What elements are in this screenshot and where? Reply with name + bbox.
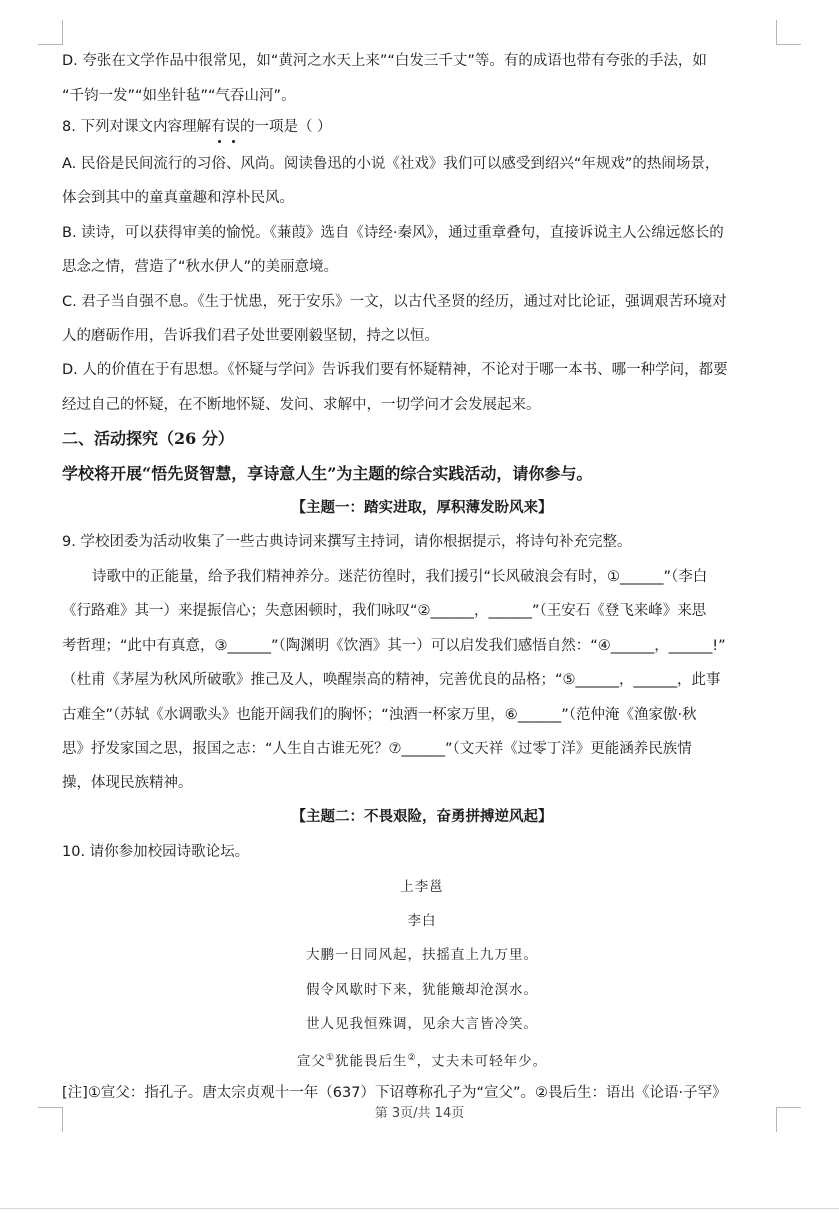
emphasis-dot bbox=[218, 140, 221, 143]
q9-paragraph-line4: （杜甫《茅屋为秋风所破歌》推己及人，唤醒崇高的精神，完善优良的品格；“⑤______，______，此事 bbox=[62, 672, 721, 688]
poem-line-4-part3: ，丈夫未可轻年少。 bbox=[416, 1053, 548, 1070]
question-9: 9. 学校团委为活动收集了一些古典诗词来撰写主持词，请你根据提示，将诗句补充完整。 bbox=[62, 534, 632, 550]
page-footer: 第 3页/共 14页 bbox=[374, 1106, 465, 1121]
option-b-line1: B. 读诗，可以获得审美的愉悦。《蒹葭》选自《诗经·秦风》，通过重章叠句，直接诉说主人公绵远悠长的 bbox=[62, 225, 724, 241]
theme-two-title: 【主题二：不畏艰险，奋勇拼搏逆风起】 bbox=[291, 808, 553, 825]
option-c-line2: 人的磨砺作用，告诉我们君子处世要刚毅坚韧，持之以恒。 bbox=[62, 328, 439, 344]
footnote-ref-2: ② bbox=[407, 1053, 417, 1063]
option-a-line2: 体会到其中的童真童趣和淳朴民风。 bbox=[62, 190, 294, 206]
emphasis-dot bbox=[232, 140, 235, 143]
option-c-line1: C. 君子当自强不息。《生于忧患，死于安乐》一文，以古代圣贤的经历，通过对比论证，强调艰苦环境对 bbox=[62, 294, 727, 310]
annotation-note: [注]①宣父：指孔子。唐太宗贞观十一年（637）下诏尊称孔子为“宣父”。②畏后生：语出《论语·子罕》 bbox=[62, 1085, 727, 1101]
option-b-line2: 思念之情，营造了“秋水伊人”的美丽意境。 bbox=[62, 259, 339, 275]
poem-title: 上李邕 bbox=[400, 879, 444, 895]
activity-intro: 学校将开展“悟先贤智慧，享诗意人生”为主题的综合实践活动，请你参与。 bbox=[62, 464, 593, 483]
poem-line-4 bbox=[62, 1048, 782, 1072]
poem-line-4-part2: 犹能畏后生 bbox=[335, 1053, 408, 1070]
question-8: 8. 下列对课文内容理解有误的一项是（ ） bbox=[62, 119, 332, 135]
theme-one-title: 【主题一：踏实进取，厚积薄发盼风来】 bbox=[291, 499, 553, 516]
q9-paragraph-line3: 考哲理；“此中有真意，③______”（陶渊明《饮酒》其一）可以启发我们感悟自然：“④______，______!” bbox=[62, 638, 726, 654]
option-d-q7-line1: D. 夸张在文学作品中很常见，如“黄河之水天上来”“白发三千丈”等。有的成语也带有夸张的手法，如 bbox=[62, 53, 707, 69]
poem-line-1: 大鹏一日同风起，扶摇直上九万里。 bbox=[306, 947, 538, 963]
crop-mark-top-right bbox=[776, 20, 801, 45]
q9-paragraph-line6: 思》抒发家国之思，报国之志：“人生自古谁无死？⑦______”（文天祥《过零丁洋》更能涵养民族情 bbox=[62, 741, 692, 757]
footnote-ref-1: ① bbox=[325, 1053, 335, 1063]
q9-paragraph-line5: 古难全”（苏轼《水调歌头》也能开阔我们的胸怀；“浊酒一杯家万里，⑥______”（范仲淹《渔家傲·秋 bbox=[62, 707, 697, 723]
poem-line-2: 假令风歇时下来，犹能簸却沧溟水。 bbox=[306, 982, 538, 998]
poem-line-4-part1: 宣父 bbox=[296, 1053, 326, 1070]
q9-paragraph-line1: 诗歌中的正能量，给予我们精神养分。迷茫彷徨时，我们援引“长风破浪会有时，①______”（李白 bbox=[92, 569, 708, 585]
poem-line-3: 世人见我恒殊调，见余大言皆冷笑。 bbox=[306, 1016, 538, 1032]
option-d-q7-line2: “千钧一发”“如坐针毡”“气吞山河”。 bbox=[62, 88, 296, 104]
option-d-line2: 经过自己的怀疑，在不断地怀疑、发问、求解中，一切学问才会发展起来。 bbox=[62, 397, 541, 413]
question-10: 10. 请你参加校园诗歌论坛。 bbox=[62, 844, 250, 860]
page-bottom-divider bbox=[0, 1208, 839, 1209]
option-d-line1: D. 人的价值在于有思想。《怀疑与学问》告诉我们要有怀疑精神，不论对于哪一本书、哪一种学问，都要 bbox=[62, 362, 728, 378]
section-heading: 二、活动探究（26 分） bbox=[62, 429, 234, 448]
crop-mark-top-left bbox=[38, 20, 63, 45]
option-a-line1: A. 民俗是民间流行的习俗、风尚。阅读鲁迅的小说《社戏》我们可以感受到绍兴“年规戏”的热闹场景， bbox=[62, 156, 720, 172]
q9-paragraph-line7: 操，体现民族精神。 bbox=[62, 775, 193, 791]
q9-paragraph-line2: 《行路难》其一）来提振信心；失意困顿时，我们咏叹“②______，______”（王安石《登飞来峰》来思 bbox=[62, 603, 707, 619]
poem-author: 李白 bbox=[407, 913, 437, 929]
